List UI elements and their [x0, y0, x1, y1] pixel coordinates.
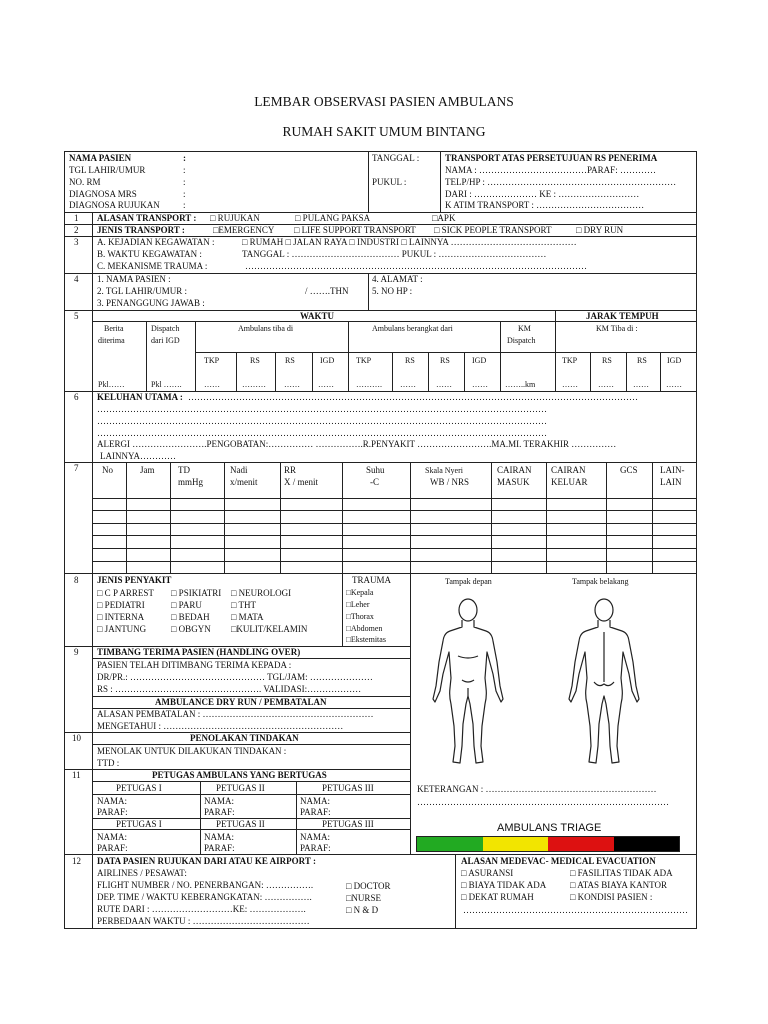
section-number: 5 — [74, 311, 79, 321]
checkbox-nurse[interactable]: □NURSE — [346, 893, 381, 903]
checkbox-apk[interactable]: □APK — [432, 213, 456, 223]
checkbox-n-and-d[interactable]: □ N & D — [346, 905, 379, 915]
petugas2b-nama[interactable]: NAMA: — [204, 832, 235, 842]
petugas-ambulans-label: PETUGAS AMBULANS YANG BERTUGAS — [152, 770, 327, 780]
dep-time-field[interactable]: DEP. TIME / WAKTU KEBERANGKATAN: ……………. — [97, 892, 312, 902]
checkbox-tht[interactable]: □ THT — [231, 600, 257, 610]
waktu-header: WAKTU — [300, 311, 335, 321]
airport-data-label: DATA PASIEN RUJUKAN DARI ATAU KE AIRPORT : — [97, 856, 316, 866]
alergi-line[interactable]: ALERGI …………………….PENGOBATAN:…………… …………….R.PENYAKIT …………………….MA.MI. TERAKHIR …………… — [97, 439, 617, 449]
label-nama-pasien: NAMA PASIEN — [69, 153, 132, 163]
waktu-kegawatan-label: B. WAKTU KEGAWATAN : — [97, 249, 202, 259]
petugas1b-paraf[interactable]: PARAF: — [97, 843, 128, 853]
petugas3b-nama[interactable]: NAMA: — [300, 832, 331, 842]
approval-dari-field[interactable]: DARI : ………………… KE : ……………………… — [445, 189, 640, 199]
hospital-name: RUMAH SAKIT UMUM BINTANG — [282, 124, 486, 139]
checkbox-doctor[interactable]: □ DOCTOR — [346, 881, 391, 891]
front-view-label: Tampak depan — [445, 577, 492, 586]
perbedaan-waktu-field[interactable]: PERBEDAAN WAKTU : ………………………………… — [97, 916, 310, 926]
label-tanggal: TANGGAL : — [372, 153, 420, 163]
petugas2-paraf[interactable]: PARAF: — [204, 807, 235, 817]
checkbox-life-support[interactable]: □ LIFE SUPPORT TRANSPORT — [294, 225, 416, 235]
checkbox-fasilitas-tidak-ada[interactable]: □ FASILITAS TIDAK ADA — [570, 868, 673, 878]
keterangan-line-2[interactable]: ………………………………………………………………………… — [417, 797, 669, 807]
petugas1b-nama[interactable]: NAMA: — [97, 832, 128, 842]
section-number: 6 — [74, 392, 79, 402]
label-tgl-lahir: TGL LAHIR/UMUR — [69, 165, 146, 175]
rute-field[interactable]: RUTE DARI : ………………………KE: ………………. — [97, 904, 306, 914]
checkbox-psikiatri[interactable]: □ PSIKIATRI — [171, 588, 222, 598]
checkbox-abdomen[interactable]: □Abdomen — [346, 624, 383, 633]
checkbox-dry-run[interactable]: □ DRY RUN — [576, 225, 624, 235]
alamat-label: 4. ALAMAT : — [372, 274, 423, 284]
section-number: 2 — [74, 225, 79, 235]
checkbox-kepala[interactable]: □Kepala — [346, 588, 374, 597]
alasan-transport-label: ALASAN TRANSPORT : — [97, 213, 197, 223]
checkbox-bedah[interactable]: □ BEDAH — [171, 612, 210, 622]
keluhan-line-4[interactable]: …………………………………………………………………………………………………………………………………… — [97, 428, 547, 438]
approval-km-field[interactable]: K ATIM TRANSPORT : ……………………………… — [445, 200, 645, 210]
keluhan-utama-label: KELUHAN UTAMA : — [97, 392, 183, 402]
checkbox-interna[interactable]: □ INTERNA — [97, 612, 145, 622]
section-number: 7 — [74, 463, 79, 473]
jenis-transport-label: JENIS TRANSPORT : — [97, 225, 185, 235]
mekanisme-trauma-field[interactable]: …………………………………………………………………………………………………… — [245, 261, 587, 271]
label-diagnosa-rujukan: DIAGNOSA RUJUKAN — [69, 200, 160, 210]
nama-pasien-label: 1. NAMA PASIEN : — [97, 274, 171, 284]
section-number: 10 — [72, 733, 81, 743]
ambulans-triage-label: AMBULANS TRIAGE — [497, 822, 602, 834]
handover-to-label: PASIEN TELAH DITIMBANG TERIMA KEPADA : — [97, 660, 292, 670]
checkbox-pulang-paksa[interactable]: □ PULANG PAKSA — [295, 213, 371, 223]
menolak-label: MENOLAK UNTUK DILAKUKAN TINDAKAN : — [97, 746, 287, 756]
petugas1-paraf[interactable]: PARAF: — [97, 807, 128, 817]
lainnya-field[interactable]: LAINNYA………… — [100, 451, 176, 461]
checkbox-thorax[interactable]: □Thorax — [346, 612, 374, 621]
trauma-label: TRAUMA — [352, 575, 392, 585]
berita-pkl-field[interactable]: Pkl…… — [98, 380, 125, 389]
checkbox-asuransi[interactable]: □ ASURANSI — [461, 868, 514, 878]
section-number: 4 — [74, 274, 79, 284]
keterangan-field[interactable]: KETERANGAN : ………………………………………………… — [417, 784, 657, 794]
kejadian-label: A. KEJADIAN KEGAWATAN : — [97, 237, 215, 247]
timbang-terima-label: TIMBANG TERIMA PASIEN (HANDLING OVER) — [97, 647, 301, 657]
checkbox-jantung[interactable]: □ JANTUNG — [97, 624, 147, 634]
label-no-rm: NO. RM — [69, 177, 101, 187]
checkbox-sick-people[interactable]: □ SICK PEOPLE TRANSPORT — [434, 225, 552, 235]
back-view-label: Tampak belakang — [572, 577, 629, 586]
checkbox-mata[interactable]: □ MATA — [231, 612, 264, 622]
keluhan-line-1[interactable]: …………………………………………………………………………………………………………………………………… — [188, 392, 638, 402]
checkbox-ekstemitas[interactable]: □Ekstemitas — [346, 635, 386, 644]
penolakan-tindakan-label: PENOLAKAN TINDAKAN — [190, 733, 299, 743]
triage-color-bar — [416, 836, 680, 852]
checkbox-kondisi-pasien[interactable]: □ KONDISI PASIEN : — [570, 892, 653, 902]
mekanisme-trauma-label: C. MEKANISME TRAUMA : — [97, 261, 208, 271]
label-diagnosa-mrs: DIAGNOSA MRS — [69, 189, 137, 199]
petugas2b-paraf[interactable]: PARAF: — [204, 843, 235, 853]
kejadian-options[interactable]: □ RUMAH □ JALAN RAYA □ INDUSTRI □ LAINNYA …………………………………… — [242, 237, 577, 247]
form-title: LEMBAR OBSERVASI PASIEN AMBULANS — [254, 94, 514, 109]
kondisi-pasien-field[interactable]: ………………………………………………………………… — [463, 905, 688, 915]
petugas3-paraf[interactable]: PARAF: — [300, 807, 331, 817]
section-number: 9 — [74, 647, 79, 657]
section-number: 3 — [74, 237, 79, 247]
petugas3-nama[interactable]: NAMA: — [300, 796, 331, 806]
mengetahui-field[interactable]: MENGETAHUI : …………………………………………………… — [97, 721, 344, 731]
airlines-field[interactable]: AIRLINES / PESAWAT: — [97, 868, 187, 878]
triage-black[interactable] — [614, 837, 680, 851]
checkbox-dekat-rumah[interactable]: □ DEKAT RUMAH — [461, 892, 534, 902]
ttd-field[interactable]: TTD : — [97, 758, 120, 768]
checkbox-neurologi[interactable]: □ NEUROLOGI — [231, 588, 292, 598]
no-hp-label: 5. NO HP : — [372, 286, 413, 296]
medevac-label: ALASAN MEDEVAC- MEDICAL EVACUATION — [461, 856, 656, 866]
body-front-diagram[interactable] — [418, 596, 518, 770]
triage-green[interactable] — [417, 837, 483, 851]
penanggung-jawab-label: 3. PENANGGUNG JAWAB : — [97, 298, 205, 308]
checkbox-leher[interactable]: □Leher — [346, 600, 370, 609]
checkbox-obgyn[interactable]: □ OBGYN — [171, 624, 211, 634]
keluhan-line-3[interactable]: …………………………………………………………………………………………………………………………………… — [97, 416, 547, 426]
petugas3b-paraf[interactable]: PARAF: — [300, 843, 331, 853]
flight-number-field[interactable]: FLIGHT NUMBER / NO. PENERBANGAN: ……………. — [97, 880, 314, 890]
checkbox-cp-arrest[interactable]: □ C P ARREST — [97, 588, 154, 598]
triage-yellow[interactable] — [483, 837, 549, 851]
approval-telp-field[interactable]: TELP/HP : ……………………………………………………… — [445, 177, 677, 187]
checkbox-kulit-kelamin[interactable]: □KULIT/KELAMIN — [231, 624, 308, 634]
approval-nama-field[interactable]: NAMA : ………………………………PARAF: ………… — [445, 165, 656, 175]
handover-rs-field[interactable]: RS : …………………………………………. VALIDASI:……………… — [97, 684, 362, 694]
keluhan-line-2[interactable]: …………………………………………………………………………………………………………………………………… — [97, 404, 547, 414]
body-back-diagram[interactable] — [554, 596, 654, 770]
triage-red[interactable] — [548, 837, 614, 851]
tgl-lahir-label: 2. TGL LAHIR/UMUR : — [97, 286, 187, 296]
checkbox-rujukan[interactable]: □ RUJUKAN — [210, 213, 260, 223]
section-number: 8 — [74, 575, 79, 585]
checkbox-atas-biaya-kantor[interactable]: □ ATAS BIAYA KANTOR — [570, 880, 667, 890]
handover-dr-field[interactable]: DR/PR.: ……………………………………… TGL/JAM: ………………… — [97, 672, 373, 682]
section-number: 11 — [72, 770, 81, 780]
checkbox-pediatri[interactable]: □ PEDIATRI — [97, 600, 145, 610]
label-pukul: PUKUL : — [372, 177, 407, 187]
checkbox-emergency[interactable]: □EMERGENCY — [213, 225, 275, 235]
dry-run-label: AMBULANCE DRY RUN / PEMBATALAN — [155, 697, 327, 707]
petugas2-nama[interactable]: NAMA: — [204, 796, 235, 806]
km-dispatch-field[interactable]: ……..km — [505, 380, 536, 389]
checkbox-biaya-tidak-ada[interactable]: □ BIAYA TIDAK ADA — [461, 880, 547, 890]
transport-approval-title: TRANSPORT ATAS PERSETUJUAN RS PENERIMA — [445, 153, 658, 163]
alasan-pembatalan-field[interactable]: ALASAN PEMBATALAN : ………………………………………………… — [97, 709, 374, 719]
umur-thn-field[interactable]: / …….THN — [305, 286, 349, 296]
checkbox-paru[interactable]: □ PARU — [171, 600, 202, 610]
jarak-tempuh-header: JARAK TEMPUH — [586, 311, 659, 321]
waktu-kegawatan-field[interactable]: TANGGAL : ……………………………… PUKUL : ……………………………… — [242, 249, 547, 259]
petugas1-nama[interactable]: NAMA: — [97, 796, 128, 806]
dispatch-pkl-field[interactable]: Pkl ……. — [151, 380, 182, 389]
jenis-penyakit-label: JENIS PENYAKIT — [97, 575, 172, 585]
section-number: 12 — [72, 856, 81, 866]
section-number: 1 — [74, 213, 79, 223]
